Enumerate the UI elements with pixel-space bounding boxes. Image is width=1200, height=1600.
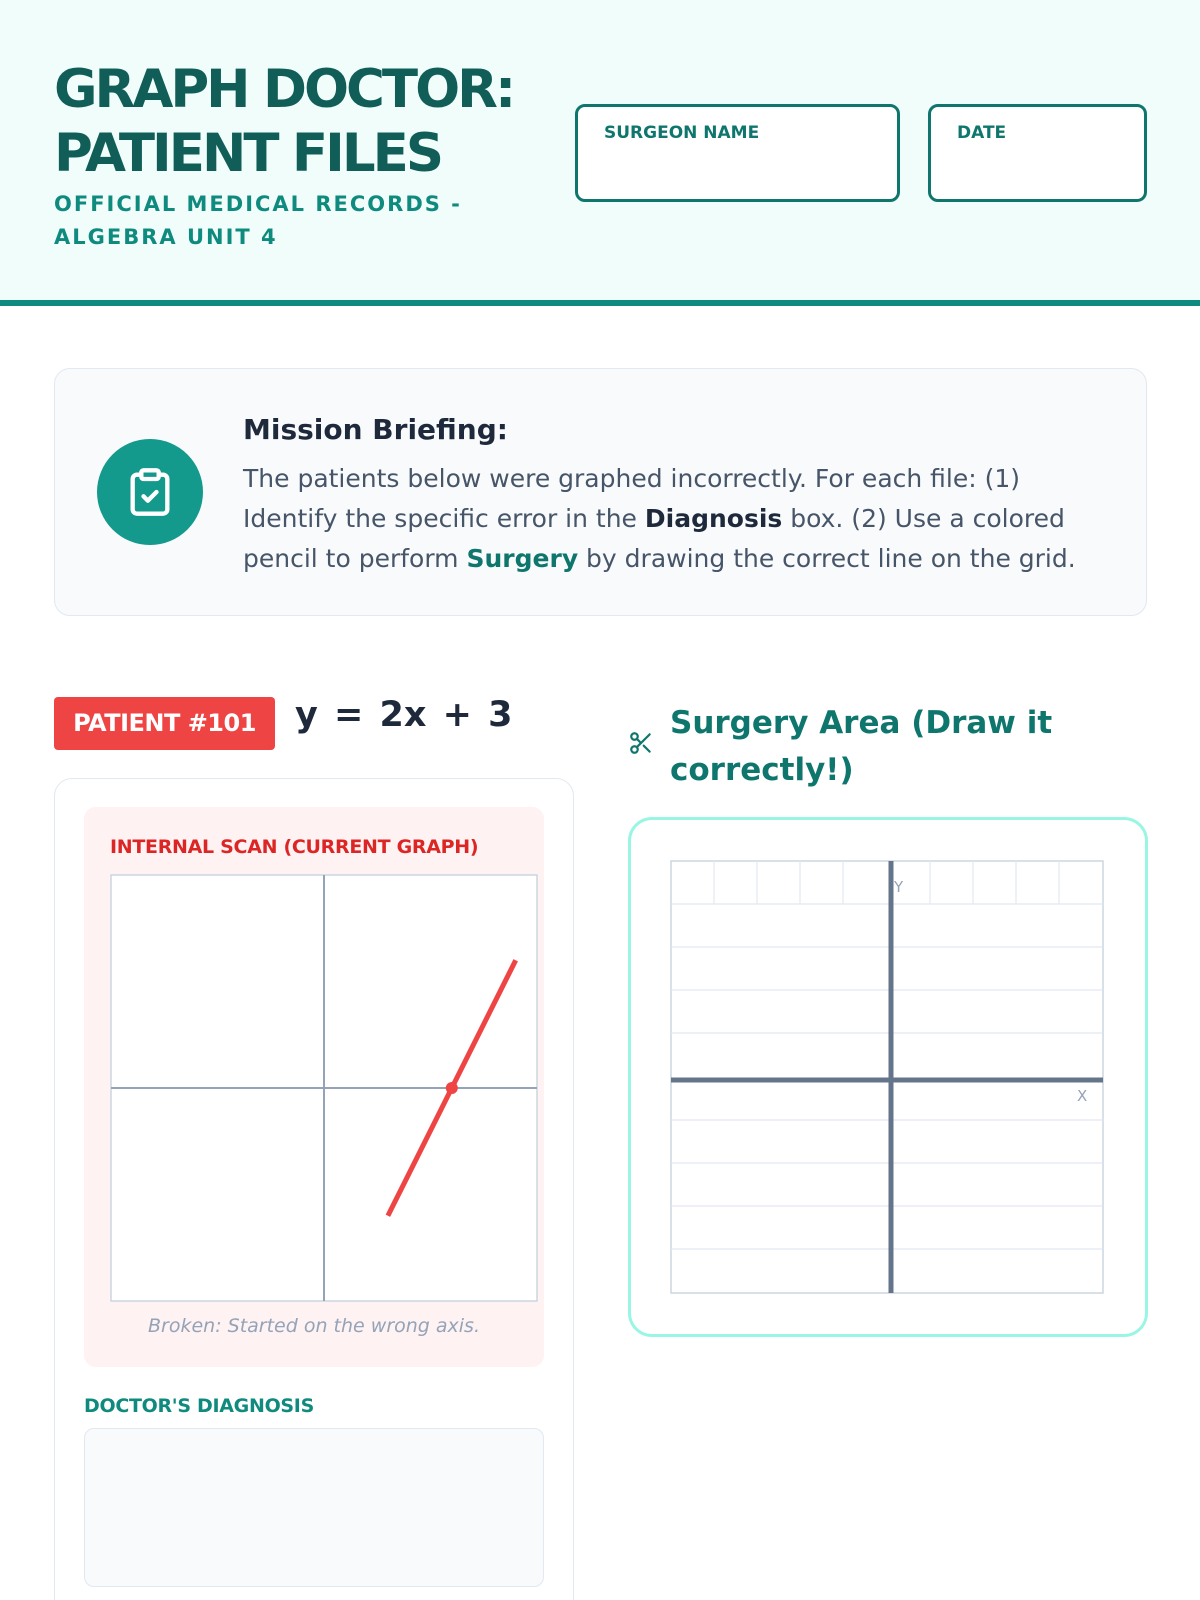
surgeon-name-field[interactable] (575, 104, 900, 202)
title-line-1: GRAPH DOCTOR: (54, 59, 514, 120)
surgery-title: Surgery Area (Draw it correctly!) (670, 705, 1053, 788)
intercept-point-0 (446, 1082, 458, 1094)
briefing-text: The patients below were graphed incorrectly. For each file: (1) Identify the specific error in the Diagnosis box. (2) Use a colored pencil to perform Surgery by drawing the correct line on the grid. (243, 464, 1076, 573)
current-graph (110, 874, 538, 1302)
diagnosis-input[interactable] (84, 1428, 544, 1587)
surgery-grid[interactable] (670, 860, 1104, 1294)
page-subtitle: OFFICIAL MEDICAL RECORDS - ALGEBRA UNIT 4 (54, 192, 462, 249)
date-field[interactable] (928, 104, 1147, 202)
diagnosis-label: DOCTOR'S DIAGNOSIS (84, 1395, 314, 1417)
page-title (54, 58, 513, 186)
patient-badge: PATIENT #101 (54, 697, 275, 750)
briefing-title: Mission Briefing: (243, 413, 508, 446)
x-axis-label: X (1077, 1087, 1088, 1105)
patient-equation: y = 2x + 3 (295, 695, 513, 735)
scan-label: INTERNAL SCAN (CURRENT GRAPH) (110, 836, 479, 858)
surgeon-name-label: SURGEON NAME (604, 123, 760, 143)
mission-briefing (54, 368, 1147, 616)
header (0, 0, 1200, 306)
surgery-grid-frame (671, 861, 1103, 1293)
diagnosis-keyword: Diagnosis (644, 504, 783, 533)
y-axis-label: Y (894, 878, 904, 896)
date-label: DATE (957, 123, 1007, 143)
clipboard-check-icon (97, 439, 203, 545)
title-line-2: PATIENT FILES (54, 123, 441, 184)
scan-caption: Broken: Started on the wrong axis. (148, 1315, 480, 1337)
surgery-keyword: Surgery (466, 544, 579, 573)
scissors-icon (628, 730, 654, 756)
